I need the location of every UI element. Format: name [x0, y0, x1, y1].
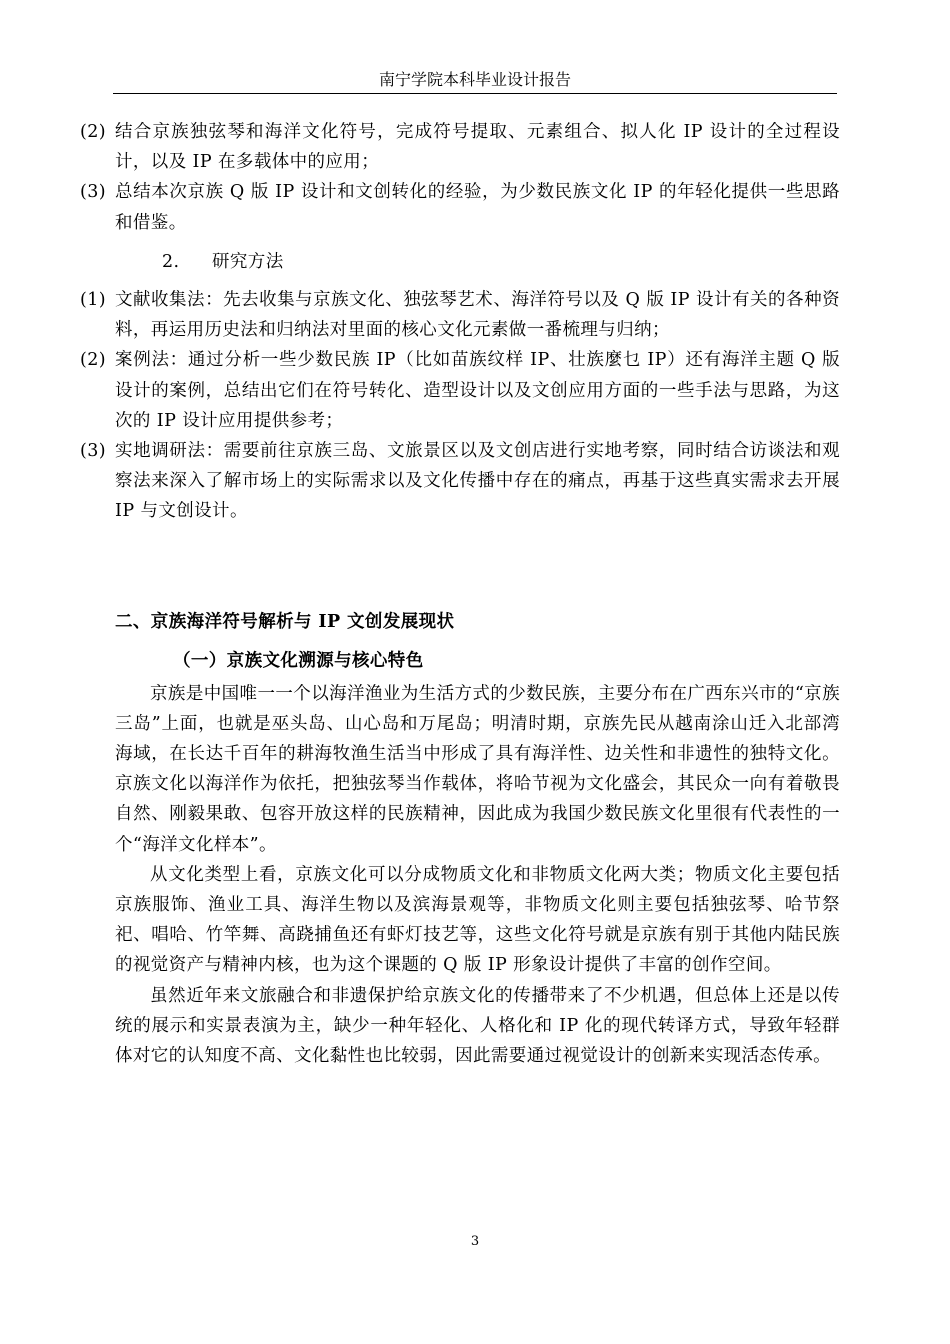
paragraph-text: 从文化类型上看，京族文化可以分成物质文化和非物质文化两大类；物质文化主要包括京族服饰、渔业工具、海洋生物以及滨海景观等，非物质文化则主要包括独弦琴、哈节祭祀、唱哈、竹竿舞、高跷捕鱼还有虾灯技艺等，这些文化符号就是京族有别于其他内陆民族的视觉资产与精神内核，也为这个课题的 Q 版 IP 形象设计提供了丰富的创作空间。	[115, 864, 840, 976]
list-item-text: 案例法：通过分析一些少数民族 IP（比如苗族纹样 IP、壮族麼乜 IP）还有海洋主题 Q 版设计的案例，总结出它们在符号转化、造型设计以及文创应用方面的一些手法与思路，为这次的 IP 设计应用提供参考；	[115, 350, 840, 431]
page-header	[113, 70, 837, 90]
list-item	[80, 285, 840, 345]
list-item-text: 结合京族独弦琴和海洋文化符号，完成符号提取、元素组合、拟人化 IP 设计的全过程设计，以及 IP 在多载体中的应用；	[115, 122, 840, 173]
paragraph-text: 京族是中国唯一一个以海洋渔业为生活方式的少数民族，主要分布在广西东兴市的“京族三岛”上面，也就是巫头岛、山心岛和万尾岛；明清时期，京族先民从越南涂山迁入北部湾海域，在长达千百年的耕海牧渔生活当中形成了具有海洋性、边关性和非遗性的独特文化。京族文化以海洋作为依托，把独弦琴当作载体，将哈节视为文化盛会，其民众一向有着敬畏自然、刚毅果敢、包容开放这样的民族精神，因此成为我国少数民族文化里很有代表性的一个“海洋文化样本”。	[115, 683, 840, 855]
list-item	[80, 117, 840, 177]
section-heading: 二、京族海洋符号解析与 IP 文创发展现状	[115, 611, 455, 632]
header-divider	[113, 93, 837, 94]
list-item-number: (2)	[80, 350, 106, 371]
list-item	[80, 345, 840, 436]
list-item-text: 文献收集法：先去收集与京族文化、独弦琴艺术、海洋符号以及 Q 版 IP 设计有关的各种资料，再运用历史法和归纳法对里面的核心文化元素做一番梳理与归纳；	[115, 290, 840, 341]
list-item-number: (1)	[80, 290, 106, 311]
document-body	[80, 117, 840, 1071]
section-spacer	[80, 527, 840, 607]
list-item-number: (3)	[80, 441, 106, 462]
body-paragraph	[80, 981, 840, 1072]
header-title: 南宁学院本科毕业设计报告	[378, 70, 571, 89]
list-item	[80, 177, 840, 237]
subheading-research-methods	[80, 247, 840, 277]
subsection-heading: （一）京族文化溯源与核心特色	[173, 650, 424, 671]
paragraph-text: 虽然近年来文旅融合和非遗保护给京族文化的传播带来了不少机遇，但总体上还是以传统的展示和实景表演为主，缺少一种年轻化、人格化和 IP 化的现代转译方式，导致年轻群体对它的认知度不高、文化黏性也比较弱，因此需要通过视觉设计的创新来实现活态传承。	[115, 985, 840, 1067]
subheading-label: 研究方法	[212, 251, 284, 272]
list-item-number: (3)	[80, 182, 106, 203]
subheading-number: 2.	[162, 251, 180, 272]
list-item-text: 实地调研法：需要前往京族三岛、文旅景区以及文创店进行实地考察，同时结合访谈法和观察法来深入了解市场上的实际需求以及文化传播中存在的痛点，再基于这些真实需求去开展 IP 与文创设计。	[115, 441, 840, 522]
list-item-text: 总结本次京族 Q 版 IP 设计和文创转化的经验，为少数民族文化 IP 的年轻化提供一些思路和借鉴。	[115, 182, 840, 233]
page-number: 3	[470, 1234, 480, 1249]
list-item	[80, 436, 840, 527]
body-paragraph	[80, 860, 840, 981]
list-item-number: (2)	[80, 122, 106, 142]
body-paragraph	[80, 679, 840, 860]
